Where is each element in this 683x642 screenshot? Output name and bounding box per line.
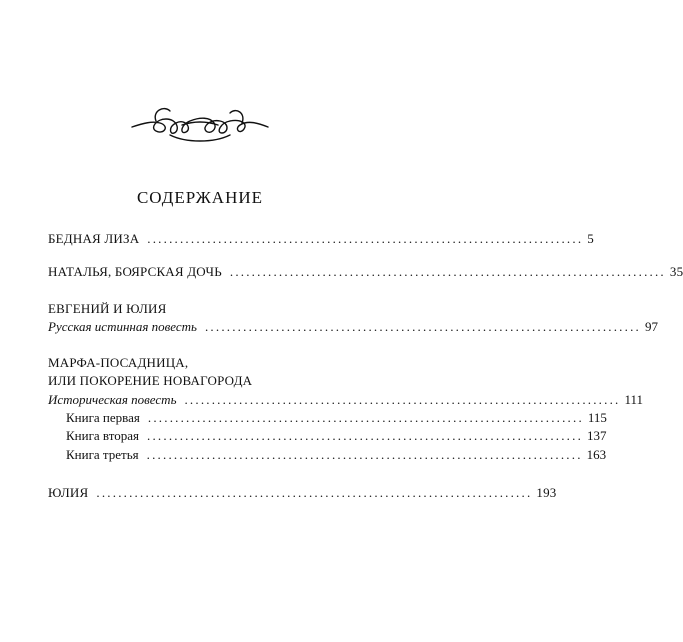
toc-entry-natalya[interactable]	[48, 263, 683, 281]
leader-dots: ................................................................................	[147, 231, 584, 246]
toc-entry-page: 111	[624, 392, 644, 407]
toc-entry-page: 163	[586, 447, 607, 462]
toc-entry-book-3[interactable]	[66, 446, 607, 464]
flourish-ornament-icon	[130, 101, 270, 147]
toc-entry-label: БЕДНАЯ ЛИЗА	[48, 231, 140, 246]
toc-entry-book-2[interactable]	[66, 427, 607, 445]
toc-entry-label: Русская истинная повесть	[48, 319, 197, 334]
leader-dots: ................................................................................	[146, 447, 583, 462]
toc-entry-label: Книга вторая	[66, 428, 140, 443]
leader-dots: ................................................................................	[147, 428, 584, 443]
toc-entry-label: НАТАЛЬЯ, БОЯРСКАЯ ДОЧЬ	[48, 264, 222, 279]
toc-entry-page: 97	[644, 319, 658, 334]
toc-entry-book-1[interactable]	[66, 409, 607, 427]
toc-entry-label: Книга третья	[66, 447, 139, 462]
leader-dots: ................................................................................	[204, 319, 641, 334]
toc-entry-label: Книга первая	[66, 410, 140, 425]
toc-heading-evgeniy: ЕВГЕНИЙ И ЮЛИЯ	[48, 301, 167, 316]
toc-entry-page: 193	[536, 485, 557, 500]
toc-entry-page: 115	[587, 410, 607, 425]
leader-dots: ................................................................................	[147, 410, 584, 425]
toc-entry-yuliya[interactable]	[48, 484, 557, 502]
toc-entry-bednaya-liza[interactable]	[48, 230, 594, 248]
toc-entry-page: 5	[587, 231, 594, 246]
toc-entry-marfa[interactable]	[48, 391, 644, 409]
toc-heading-marfa-line1: МАРФА-ПОСАДНИЦА,	[48, 355, 189, 370]
leader-dots: ................................................................................	[184, 392, 621, 407]
toc-entry-label: Историческая повесть	[48, 392, 177, 407]
leader-dots: ................................................................................	[229, 264, 666, 279]
toc-entry-label: ЮЛИЯ	[48, 485, 89, 500]
toc-heading-marfa-line2: ИЛИ ПОКОРЕНИЕ НОВАГОРОДА	[48, 373, 253, 388]
toc-entry-evgeniy[interactable]	[48, 318, 658, 336]
toc-entry-page: 35	[669, 264, 683, 279]
toc-entry-page: 137	[587, 428, 607, 443]
leader-dots: ................................................................................	[96, 485, 533, 500]
toc-title: СОДЕРЖАНИЕ	[136, 188, 264, 207]
